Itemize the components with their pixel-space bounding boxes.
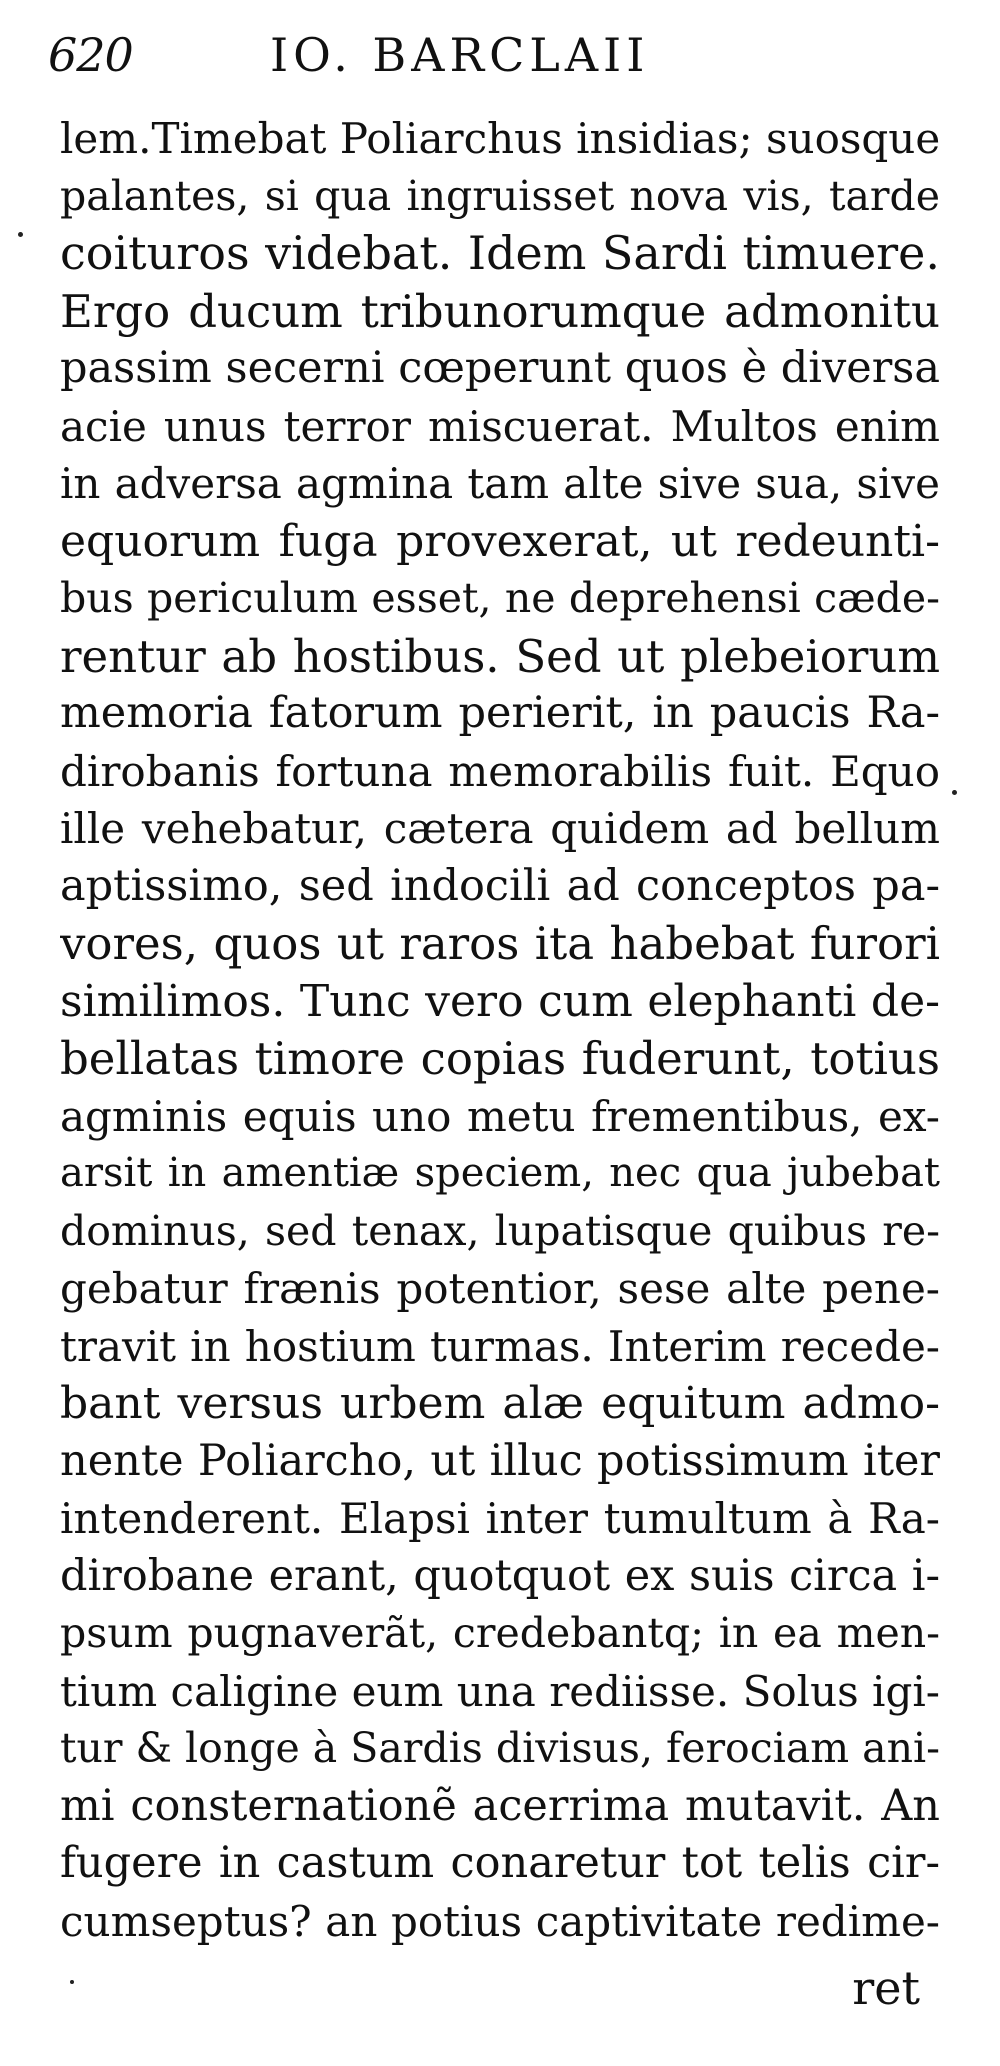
text-line: dirobanis fortuna memorabilis fuit. Equo	[60, 746, 940, 796]
text-line: intenderent. Elapsi inter tumultum à Ra-	[60, 1494, 940, 1543]
text-line: passim secerni cœperunt quos è diversa	[60, 343, 940, 393]
text-line: fugere in castum conaretur tot telis cir-	[60, 1838, 940, 1888]
text-line: lem.Timebat Poliarchus insidias; suosque	[60, 114, 940, 163]
text-line: bellatas timore copias fuderunt, totius	[60, 1032, 940, 1085]
text-line: aptissimo, sed indocili ad conceptos pa-	[60, 860, 940, 911]
text-line: agminis equis uno metu frementibus, ex-	[60, 1091, 940, 1141]
text-line: equorum fuga provexerat, ut redeunti-	[60, 515, 940, 567]
text-line: dirobane erant, quotquot ex suis circa i-	[60, 1550, 940, 1601]
text-line: memoria fatorum perierit, in paucis Ra-	[60, 688, 940, 738]
text-line: similimos. Tunc vero cum elephanti de-	[60, 975, 940, 1027]
text-line: travit in hostium turmas. Interim recede-	[60, 1321, 940, 1371]
ink-speck	[70, 1980, 74, 1984]
text-line: arsit in amentiæ speciem, nec qua jubebat	[60, 1150, 940, 1196]
running-title: IO. BARCLAII	[270, 28, 650, 82]
text-line: acie unus terror miscuerat. Multos enim	[60, 401, 940, 451]
text-line: psum pugnaverãt, credebantq; in ea men-	[60, 1609, 940, 1657]
text-line: bant versus urbem alæ equitum admo-	[60, 1378, 940, 1429]
text-line: tur & longe à Sardis divisus, ferociam ani-	[60, 1724, 940, 1772]
text-line: dominus, sed tenax, lupatisque quibus re-	[60, 1206, 940, 1255]
text-line: rentur ab hostibus. Sed ut plebeiorum	[60, 629, 940, 683]
text-line: mi consternationẽ acerrima mutavit. An	[60, 1780, 940, 1831]
text-line: gebatur frænis potentior, sese alte pene-	[60, 1264, 940, 1313]
text-line: tium caligine eum una rediisse. Solus igi-	[60, 1666, 940, 1716]
body-text	[60, 110, 940, 1950]
ink-speck	[18, 232, 23, 237]
text-line: vores, quos ut raros ita habebat furori	[60, 917, 940, 970]
running-head	[0, 28, 1000, 98]
ink-speck	[952, 790, 957, 795]
text-line: palantes, si qua ingruisset nova vis, tarde	[60, 171, 940, 220]
text-line: nente Poliarcho, ut illuc potissimum iter	[60, 1435, 940, 1486]
text-line: ille vehebatur, cætera quidem ad bellum	[60, 804, 940, 853]
text-line: in adversa agmina tam alte sive sua, sive	[60, 459, 940, 508]
catchword: ret	[852, 1961, 920, 2015]
text-line: coituros videbat. Idem Sardi timuere.	[60, 226, 940, 280]
text-line: bus periculum esset, ne deprehensi cæde-	[60, 574, 940, 622]
page-number: 620	[48, 28, 133, 82]
text-line: Ergo ducum tribunorumque admonitu	[60, 284, 940, 338]
text-line: cumseptus? an potius captivitate redime-	[60, 1896, 940, 1946]
